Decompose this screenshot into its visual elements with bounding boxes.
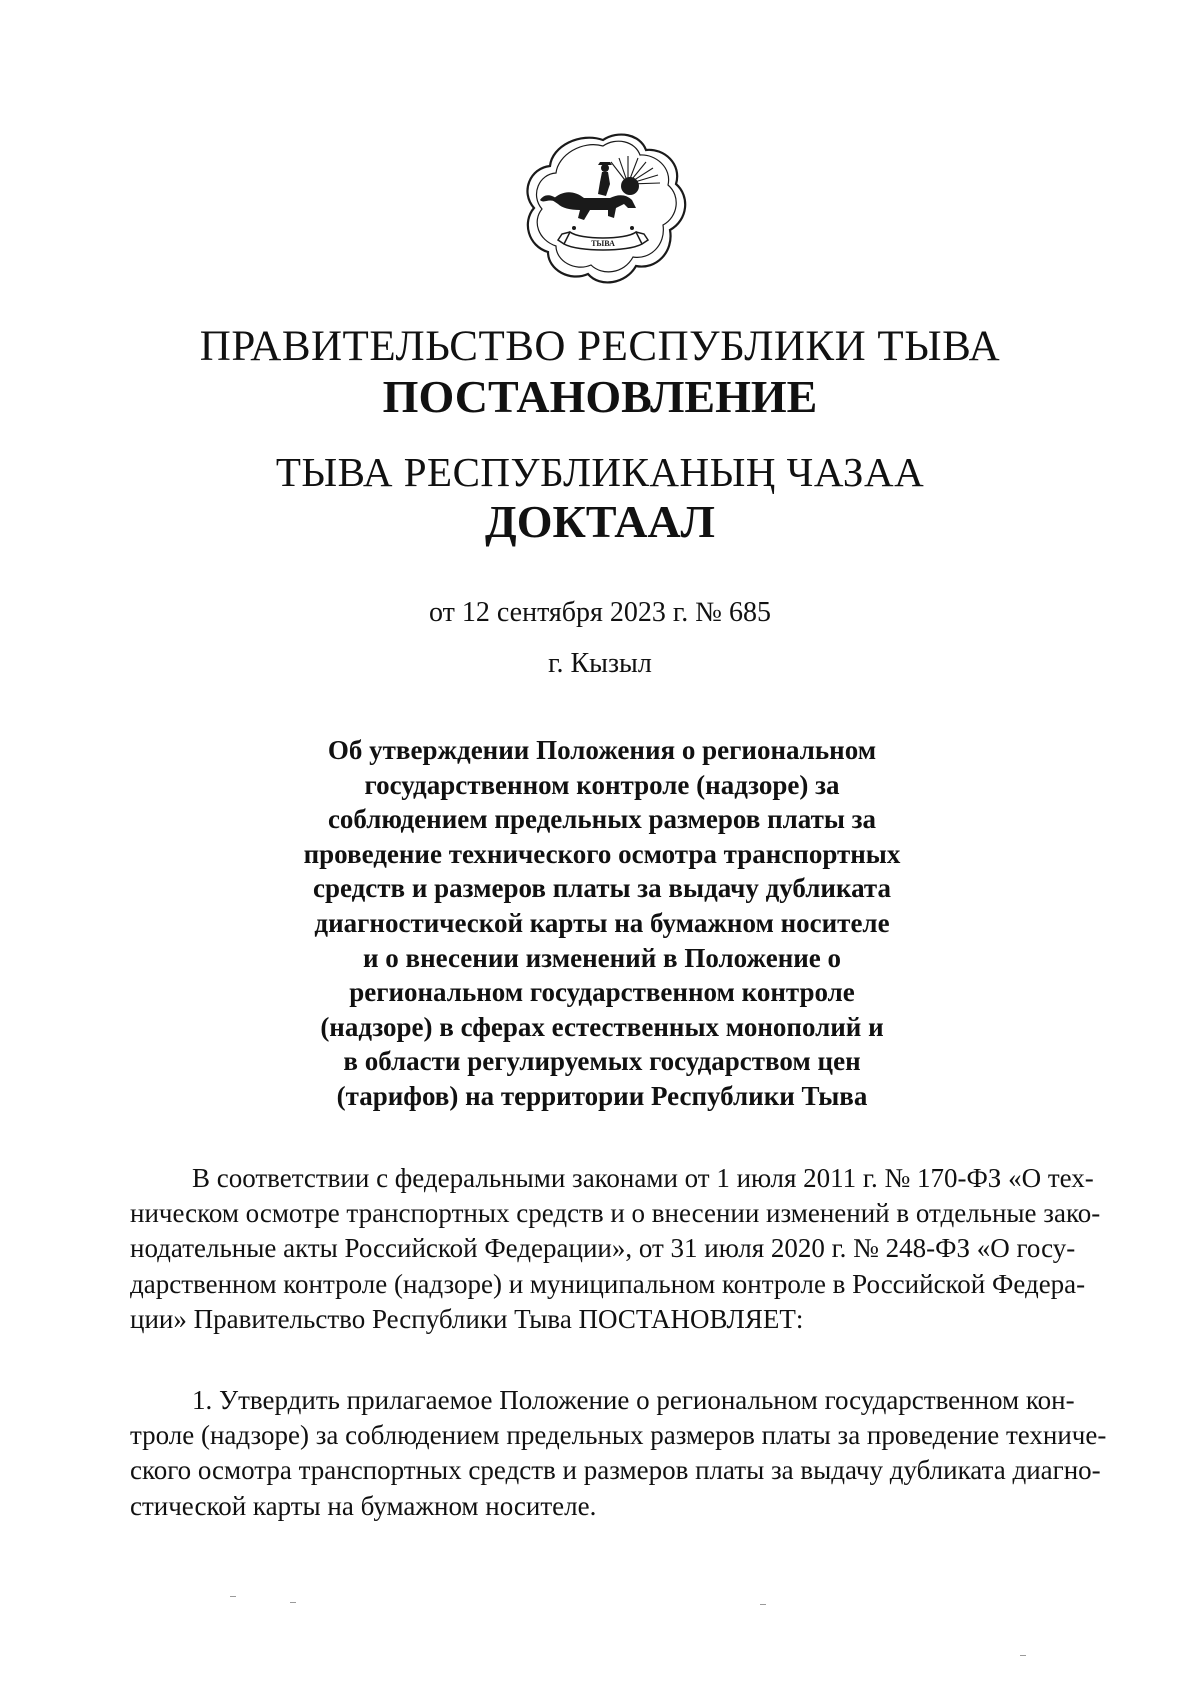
paragraph-line: В соответствии с федеральными законами от 1 июля 2011 г. № 170-ФЗ «О тех- — [192, 1163, 1094, 1193]
preamble-paragraph — [130, 1161, 1101, 1337]
paragraph-line: 1. Утвердить прилагаемое Положение о региональном государственном кон- — [192, 1385, 1075, 1415]
subject-line: (тарифов) на территории Республики Тыва — [336, 1080, 868, 1111]
paragraph-line: дарственном контроле (надзоре) и муниципальном контроле в Российской Федера- — [130, 1268, 1086, 1299]
paragraph-line: ского осмотра транспортных средств и размеров платы за выдачу дубликата диагно- — [130, 1455, 1101, 1486]
document-type-ru: ПОСТАНОВЛЕНИЕ — [382, 371, 818, 422]
decree-city: г. Кызыл — [548, 648, 652, 679]
subject-line: проведение технического осмотра транспортных — [303, 838, 901, 869]
paragraph-line: ническом осмотре транспортных средств и о внесении изменений в отдельные зако- — [130, 1198, 1101, 1229]
emblem-ribbon-text: ТЫВА — [591, 239, 615, 248]
paragraph-line: ции» Правительство Республики Тыва ПОСТАНОВЛЯЕТ: — [130, 1303, 804, 1334]
subject-line: (надзоре) в сферах естественных монополий и — [320, 1011, 884, 1042]
government-title-tyv: ТЫВА РЕСПУБЛИКАНЫҢ ЧАЗАА — [275, 449, 925, 495]
subject-line: государственном контроле (надзоре) за — [364, 769, 840, 800]
subject-line: и о внесении изменений в Положение о — [362, 942, 842, 973]
paragraph-line: стической карты на бумажном носителе. — [130, 1490, 597, 1521]
scan-speck — [290, 1602, 296, 1603]
decree-subject — [300, 733, 904, 1114]
scan-speck — [230, 1596, 236, 1597]
coat-of-arms-emblem — [518, 128, 688, 288]
government-title-ru: ПРАВИТЕЛЬСТВО РЕСПУБЛИКИ ТЫВА — [199, 323, 1001, 370]
item-1-paragraph — [130, 1383, 1107, 1524]
scan-speck — [760, 1604, 766, 1605]
subject-line: в области регулируемых государством цен — [343, 1046, 861, 1077]
decree-date-number: от 12 сентября 2023 г. № 685 — [429, 597, 771, 628]
document-type-tyv: ДОКТААЛ — [485, 496, 715, 547]
subject-line: соблюдением предельных размеров платы за — [327, 804, 877, 835]
subject-line: Об утверждении Положения о региональном — [327, 735, 877, 765]
subject-line: средств и размеров платы за выдачу дубликата — [313, 873, 891, 904]
paragraph-line: нодательные акты Российской Федерации», от 31 июля 2020 г. № 248-ФЗ «О госу- — [130, 1233, 1076, 1264]
scan-speck — [1020, 1655, 1026, 1656]
subject-line: региональном государственном контроле — [349, 977, 855, 1008]
paragraph-line: троле (надзоре) за соблюдением предельных размеров платы за проведение техниче- — [130, 1420, 1107, 1451]
subject-line: диагностической карты на бумажном носителе — [314, 907, 890, 938]
